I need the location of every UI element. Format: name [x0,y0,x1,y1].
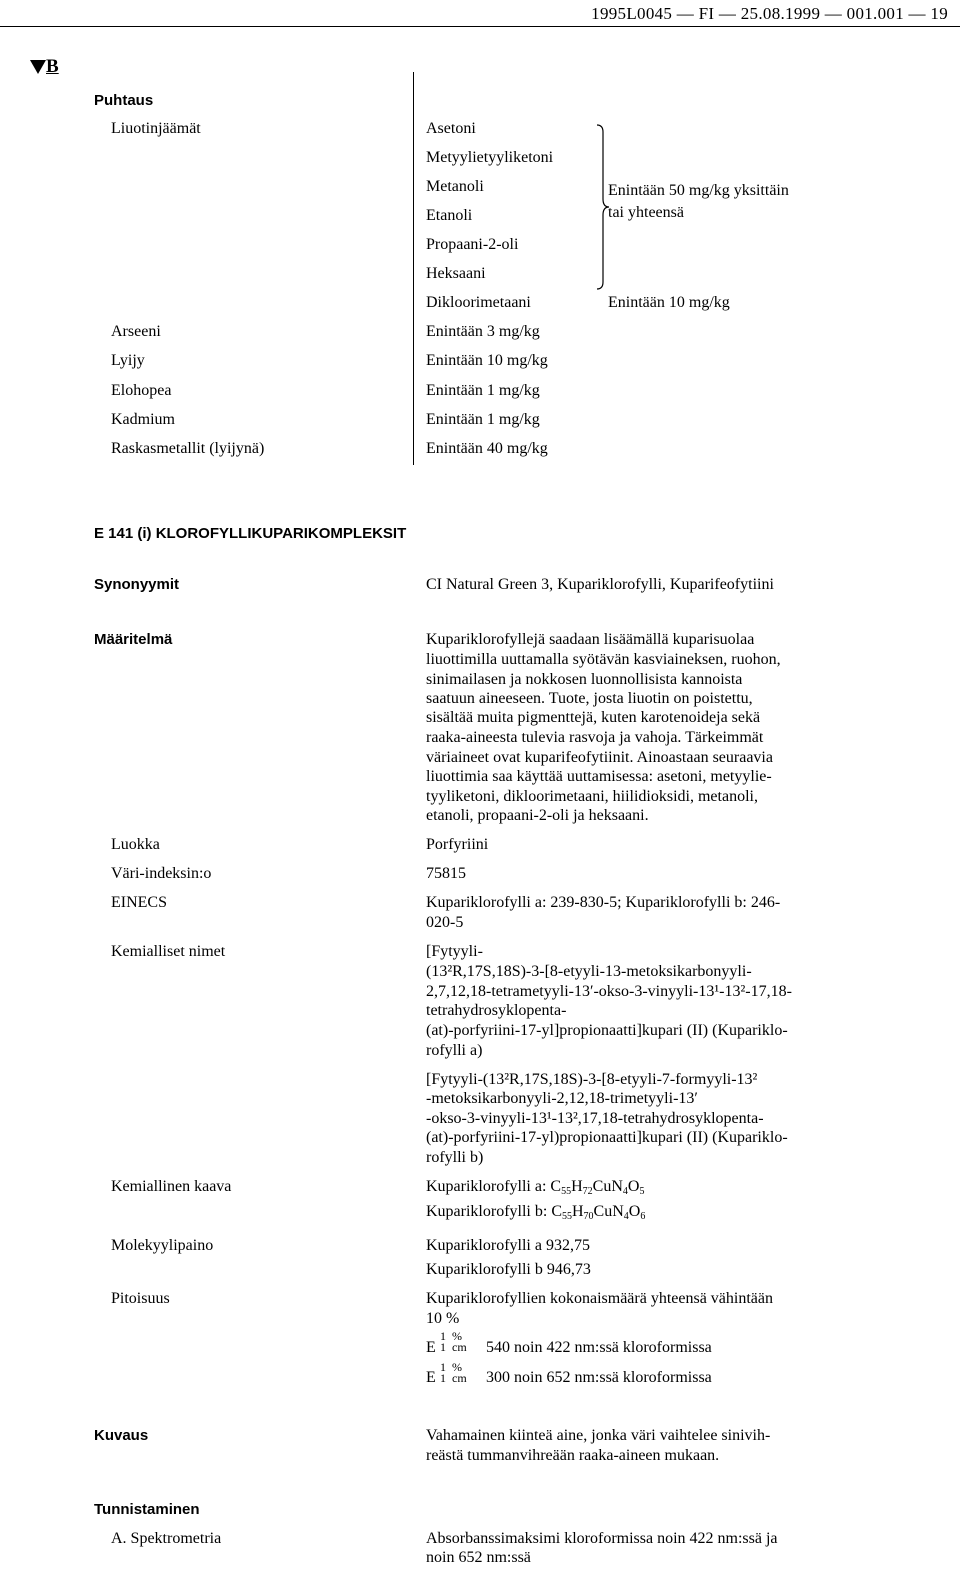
metal-name: Raskasmetallit (lyijynä) [111,440,265,457]
chemical-name-b-line: (at)-porfyriini-17-yl)propionaatti]kupari (II) (Kupariklo- [426,1129,788,1146]
solvent-item: Propaani-2-oli [426,236,519,253]
definition-line: sisältää muita pigmenttejä, kuten karotenoideja sekä [426,709,761,726]
chemical-name-a-line: (13²R,17S,18S)-3-[8-etyyli-13-metoksikarbonyyli- [426,963,752,980]
extinction-symbol: E [426,1339,436,1356]
extinction-b: 300 noin 652 nm:ssä kloroformissa [486,1369,712,1386]
dichloromethane-limit: Enintään 10 mg/kg [608,294,730,311]
chemical-name-b-line: rofylli b) [426,1149,484,1166]
chemical-name-a-line: tetrahydrosyklopenta- [426,1002,567,1019]
spectrometry-label: A. Spektrometria [111,1530,222,1547]
chemical-name-a-line: [Fytyyli- [426,943,483,960]
colour-index-value: 75815 [426,865,466,882]
molecular-weight-label: Molekyylipaino [111,1237,214,1254]
description-value: Vahamainen kiinteä aine, jonka väri vaihtelee sinivih- [426,1427,771,1444]
definition-line: liuottimia saa käyttää uuttamisessa: asetoni, metyylie- [426,768,772,785]
assay-value: Kupariklorofyllien kokonaismäärä yhteensä vähintään [426,1290,773,1307]
definition-line: saatuun aineeseen. Tuote, josta liuotin on poistettu, [426,690,753,707]
chemical-name-b-line: [Fytyyli-(13²R,17S,18S)-3-[8-etyyli-7-formyyli-13² [426,1071,758,1088]
definition-label: Määritelmä [94,631,173,648]
extinction-index: 1 % 1 cm [440,1360,467,1385]
solvent-limit-group: Enintään 50 mg/kg yksittäin [608,182,789,199]
metal-name: Arseeni [111,323,161,340]
purity-heading: Puhtaus [94,92,154,109]
metal-name: Elohopea [111,382,172,399]
chemical-name-b-line: -metoksikarbonyyli-2,12,18-trimetyyli-13′ [426,1090,698,1107]
purity-divider [413,72,414,465]
description-value-cont: reästä tummanvihreään raaka-aineen mukaan. [426,1447,720,1464]
solvent-item: Metanoli [426,178,484,195]
description-label: Kuvaus [94,1427,149,1444]
metal-limit: Enintään 1 mg/kg [426,382,540,399]
definition-line: etanoli, propaani-2-oli ja heksaani. [426,807,649,824]
solvent-item: Asetoni [426,120,476,137]
class-label: Luokka [111,836,160,853]
chemical-names-label: Kemialliset nimet [111,943,226,960]
definition-line: raaka-aineesta tulevia rasvoja ja vahoja. Tärkeimmät [426,729,764,746]
definition-line: tyyliketoni, dikloorimetaani, hiilidioksidi, metanoli, [426,788,758,805]
solvent-limit-group-cont: tai yhteensä [608,204,684,221]
definition-line: liuottimilla uuttamalla syötävän kasviaineksen, ruohon, [426,651,781,668]
definition-line: Kupariklorofyllejä saadaan lisäämällä kuparisuolaa [426,631,755,648]
assay-label: Pitoisuus [111,1290,170,1307]
running-header: 1995L0045 — FI — 25.08.1999 — 001.001 — 19 [591,4,948,23]
formula-b-prefix: Kupariklorofylli b: [426,1203,548,1220]
solvent-residues-label: Liuotinjäämät [111,120,201,137]
chemical-name-a-line: (at)-porfyriini-17-yl]propionaatti]kupari (II) (Kupariklo- [426,1022,788,1039]
solvent-item: Metyylietyyliketoni [426,149,554,166]
chemical-name-a-line: rofylli a) [426,1042,483,1059]
metal-name: Kadmium [111,411,175,428]
extinction-symbol: E [426,1369,436,1386]
metal-name: Lyijy [111,352,145,369]
section-marker: B [46,56,59,77]
formula-b: Kupariklorofylli b: $C_{55}H_{70}CuN_4O_6$ [426,1203,646,1222]
colour-index-label: Väri-indeksin:o [111,865,212,882]
definition-line: sinimailasen ja nokkosen luonnollisista kannoista [426,671,743,688]
formula-a: Kupariklorofylli a: $C_{55}H_{72}CuN_4O_5$ [426,1178,645,1197]
header-rule [0,26,960,27]
section-title: E 141 (i) KLOROFYLLIKUPARIKOMPLEKSIT [94,525,407,542]
class-value: Porfyriini [426,836,489,853]
einecs-value-cont: 020-5 [426,914,464,931]
extinction-a: 540 noin 422 nm:ssä kloroformissa [486,1339,712,1356]
metal-limit: Enintään 10 mg/kg [426,352,548,369]
solvent-item: Etanoli [426,207,473,224]
synonyms-label: Synonyymit [94,576,180,593]
definition-line: väriaineet ovat kuparifeofytiinit. Ainoastaan seuraavia [426,749,773,766]
molecular-weight-b: Kupariklorofylli b 946,73 [426,1261,591,1278]
metal-limit: Enintään 1 mg/kg [426,411,540,428]
chemical-name-b-line: -okso-3-vinyyli-13¹-13²,17,18-tetrahydrosyklopenta- [426,1110,764,1127]
solvent-item: Heksaani [426,265,486,282]
metal-limit: Enintään 40 mg/kg [426,440,548,457]
einecs-value: Kupariklorofylli a: 239-830-5; Kupariklorofylli b: 246- [426,894,781,911]
solvent-item: Dikloorimetaani [426,294,531,311]
identification-heading: Tunnistaminen [94,1501,200,1518]
extinction-index: 1 % 1 cm [440,1329,467,1354]
spectrometry-value-cont: noin 652 nm:ssä [426,1549,531,1566]
formula-label: Kemiallinen kaava [111,1178,232,1195]
triangle-marker-icon [30,60,46,74]
spectrometry-value: Absorbanssimaksimi kloroformissa noin 422 nm:ssä ja [426,1530,778,1547]
metal-limit: Enintään 3 mg/kg [426,323,540,340]
chemical-name-a-line: 2,7,12,18-tetrametyyli-13′-okso-3-vinyyli-13¹-13²-17,18- [426,983,792,1000]
synonyms-value: CI Natural Green 3, Kupariklorofylli, Kuparifeofytiini [426,576,774,593]
formula-a-prefix: Kupariklorofylli a: [426,1178,547,1195]
molecular-weight-a: Kupariklorofylli a 932,75 [426,1237,590,1254]
einecs-label: EINECS [111,894,167,911]
assay-value-cont: 10 % [426,1310,460,1327]
